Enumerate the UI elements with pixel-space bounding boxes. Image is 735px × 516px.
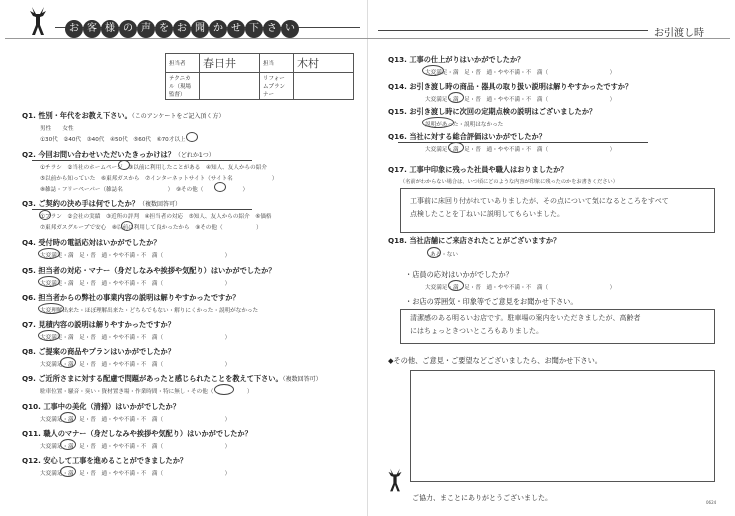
q7-label: Q7. 見積内容の説明は解りやすかったですか？ [22, 320, 175, 329]
q2-answer-circle [118, 160, 130, 170]
q18-comment-line-2: にはちょっときついところもありました。 [410, 327, 543, 335]
q6-options[interactable]: 大変理解出来た・ほぼ理解出来た・どちらでもない・解りにくかった・説明がなかった [40, 308, 259, 314]
q2-options-3[interactable]: ⑧雑誌・フリーペーパー（雑誌名 ） ⑨その他（ ） [40, 187, 249, 193]
q17-comment-line-1: 工事前に床回り付がれていありましたが、その点について気になるところをすべて [410, 197, 669, 205]
page-fold [367, 0, 368, 516]
q5-label: Q5. 担当者の対応・マナー（身だしなみや挨拶や気配り）はいかがでしたか？ [22, 266, 276, 275]
q14-answer-circle [448, 92, 464, 103]
q13-rating[interactable]: 大変満足・満 足・普 通・やや不満・不 満（ ） [425, 70, 616, 76]
q14-rating[interactable]: 大変満足・満 足・普 通・やや不満・不 満（ ） [425, 97, 616, 103]
q9-tag: （複数回答可） [282, 376, 322, 383]
q15-label: Q15. お引き渡し時に次回の定期点検の説明はございましたか？ [388, 107, 597, 116]
q17-comment-line-2: 点検したことを丁ねいに説明してもらいました。 [410, 210, 564, 218]
q1-text: Q1. 性別・年代をお教え下さい。 [22, 111, 132, 120]
q18-answer-circle [427, 247, 441, 258]
q17-note: （名前がわからない場合は、いつ頃にどのような内容が印象に残ったのかをお書きください） [400, 179, 618, 185]
q10-rating[interactable]: 大変満足・満 足・普 通・やや不満・不 満（ ） [40, 417, 231, 423]
q18-label: Q18. 当社店舗にご来店されたことがございますか？ [388, 236, 561, 245]
q3-label [22, 199, 252, 209]
thanks-message: ご協力、まことにありがとうございました。 [412, 494, 552, 502]
deer-footer-icon [382, 466, 408, 494]
reform-value[interactable] [294, 73, 354, 100]
q1-ages[interactable]: ①30代 ②40代 ③40代 ④50代 ⑤60代 ⑥70才以上 [40, 137, 186, 143]
q2-label [22, 150, 252, 160]
staff-table [165, 53, 354, 100]
q4-rating[interactable]: 大変満足・満 足・普 通・やや不満・不 満（ ） [40, 253, 231, 259]
title-char: を [155, 20, 173, 38]
q4-label: Q4. 受付時の電話応対はいかがでしたか？ [22, 238, 161, 247]
q7-rating[interactable]: 大変満足・満 足・普 通・やや不満・不 満（ ） [40, 335, 231, 341]
title-char: さ [263, 20, 281, 38]
q16-rating[interactable]: 大変満足・満 足・普 通・やや不満・不 満（ ） [425, 147, 616, 153]
sales-name[interactable]: 春日井 [200, 54, 260, 73]
q3-answer-circle [39, 210, 51, 220]
q18-options[interactable]: ある・ない [430, 252, 458, 258]
q9-options[interactable]: 駐車位置・騒音・臭い・資材置き場・作業時間・特に無し・その他（ ） [40, 389, 253, 395]
q16-answer-circle [448, 142, 464, 153]
q3-text: Q3. ご契約の決め手は何でしたか？ [22, 199, 139, 208]
q2-options-1[interactable]: ①チラシ ②当社のホームページ ③以前に利用したことがある ④知人、友人からの紹介 [40, 165, 267, 171]
technical-label: テクニカル（現場監督） [166, 73, 200, 100]
survey-title-banner [55, 18, 305, 40]
q12-answer-circle [60, 466, 76, 477]
q12-rating[interactable]: 大変満足・満 足・普 通・やや不満・不 満（ ） [40, 471, 231, 477]
title-char: い [281, 20, 299, 38]
q11-label: Q11. 職人のマナー（身だしなみや挨拶や気配り）はいかがでしたか？ [22, 429, 252, 438]
q9-answer-circle [214, 384, 234, 395]
q1-answer-circle [186, 132, 198, 142]
q7-answer-circle [38, 330, 60, 341]
q18-comment-line-1: 清潔感のある明るいお店です。駐車場の案内をいただきましたが、高齢者 [410, 314, 641, 322]
q1-tag: （このアンケートをご記入頂く方） [131, 113, 225, 120]
q6-label: Q6. 担当者からの弊社の事業内容の説明は解りやすかったですか？ [22, 293, 240, 302]
free-comment-box[interactable] [410, 370, 715, 482]
q11-answer-circle [60, 439, 76, 450]
q17-label: Q17. 工事中印象に残った社員や職人はおりましたか？ [388, 165, 568, 174]
q18-sub-staff: ・店員の応対はいかがでしたか？ [405, 270, 513, 279]
form-code: 0624 [706, 500, 717, 505]
q6-answer-circle [38, 303, 64, 314]
reform-label: リフォームプランナー [260, 73, 294, 100]
q10-label: Q10. 工事中の美化（清掃）はいかがでしたか？ [22, 402, 180, 411]
title-char: 声 [137, 20, 155, 38]
q13-answer-circle [422, 65, 444, 76]
q1-label [22, 111, 252, 121]
q8-rating[interactable]: 大変満足・満 足・普 通・やや不満・不 満（ ） [40, 362, 231, 368]
q9-text: Q9. ご近所さまに対する配慮で問題があったと感じられたことを教えて下さい。 [22, 374, 283, 383]
q9-label [22, 374, 342, 384]
sales-label: 担当者 [166, 54, 200, 73]
q10-answer-circle [60, 412, 76, 423]
construction-label: 担当 [260, 54, 294, 73]
q8-label: Q8. ご提案の商品やプランはいかがでしたか？ [22, 347, 175, 356]
q16-label: Q16. 当社に対する総合評価はいかがでしたか？ [388, 132, 648, 142]
q18-sub-answer-circle [448, 280, 464, 291]
q5-rating[interactable]: 大変満足・満 足・普 通・やや不満・不 満（ ） [40, 281, 231, 287]
title-char: か [209, 20, 227, 38]
title-char: 様 [101, 20, 119, 38]
q3-options-1[interactable]: ①プラン ②会社の実績 ③近所の評判 ④担当者の対応 ⑤知人、友人からの紹介 ⑥価格 [40, 214, 272, 220]
q11-rating[interactable]: 大変満足・満 足・普 通・やや不満・不 満（ ） [40, 444, 231, 450]
right-page-title: お引渡し時 [654, 28, 704, 39]
q14-label: Q14. お引き渡し時の商品・器具の取り扱い説明は解りやすかったですか？ [388, 82, 633, 91]
title-char: の [119, 20, 137, 38]
title-char: お [173, 20, 191, 38]
q2-options-2[interactable]: ⑤以前から知っていた ⑥東邦ガスから ⑦インターネットサイト（サイト名 ） [40, 176, 278, 182]
technical-value[interactable] [200, 73, 260, 100]
q8-answer-circle [60, 357, 76, 368]
title-char: 下 [245, 20, 263, 38]
q15-answer-circle [422, 117, 454, 128]
q15-options[interactable]: 説明があった・説明はなかった [425, 122, 504, 128]
q5-answer-circle [38, 276, 60, 287]
q3-tag: （複数回答可） [138, 201, 181, 208]
construction-name[interactable]: 木村 [294, 54, 354, 73]
title-char: 聞 [191, 20, 209, 38]
free-comment-label: ◆その他、ご意見・ご要望などございましたら、お聞かせ下さい。 [388, 356, 602, 365]
q2-answer-circle-2 [214, 182, 226, 192]
q12-label: Q12. 安心して工事を進めることができましたか？ [22, 456, 188, 465]
title-char: 客 [83, 20, 101, 38]
q2-text: Q2. 今回お問い合わせいただいたきっかけは？ [22, 150, 175, 159]
title-char: お [65, 20, 83, 38]
deer-logo-icon [22, 5, 54, 37]
q4-answer-circle [38, 248, 60, 259]
right-header-rule [378, 30, 648, 31]
title-char: せ [227, 20, 245, 38]
q18-sub-store: ・お店の雰囲気・印象等でご意見をお聞かせ下さい。 [405, 297, 578, 306]
q3-answer-circle-2 [121, 221, 133, 231]
q3-options-2[interactable]: ⑦東邦ガスグループで安心 ⑧以前に利用して良かったから ⑨その他（ ） [40, 225, 262, 231]
q2-tag: （どれか1つ） [174, 152, 215, 159]
q18-sub-rating[interactable]: 大変満足・満 足・普 通・やや不満・不 満（ ） [425, 285, 616, 291]
q13-label: Q13. 工事の仕上がりはいかがでしたか？ [388, 55, 525, 64]
header-rule [5, 38, 730, 39]
q1-gender[interactable]: 男性 女性 [40, 126, 74, 132]
